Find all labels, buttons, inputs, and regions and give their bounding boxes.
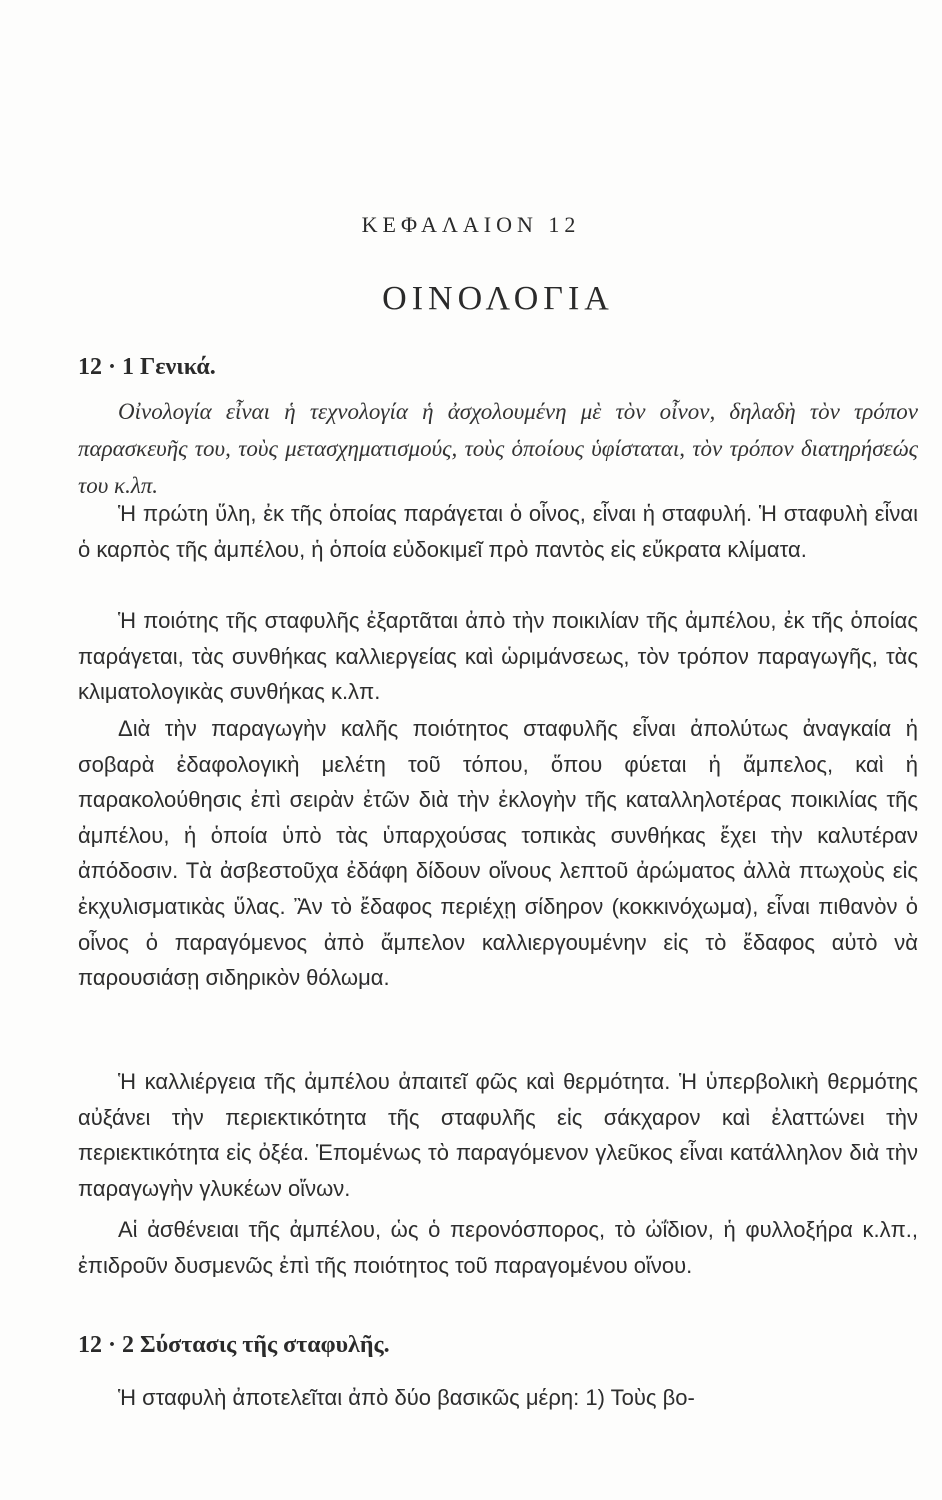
paragraph-light-heat: Ἡ καλλιέργεια τῆς ἀμπέλου ἀπαιτεῖ φῶς καὶ θερμότητα. Ἡ ὑπερβολικὴ θερμότης αὐξάνει τὴν περιεκτικότητα τῆς σταφυλῆς εἰς σάκχαρον καὶ ἐλαττώνει τὴν περιεκτικότητα εἰς ὀξέα. Ἑπομένως τὸ παραγόμενον γλεῦκος εἶναι κατάλληλον διὰ τὴν παραγωγὴν γλυκέων οἴνων. bbox=[78, 1069, 918, 1201]
section-heading-general: 12 · 1 Γενικά. bbox=[78, 354, 216, 380]
paragraph-composition-start: Ἡ σταφυλὴ ἀποτελεῖται ἀπὸ δύο βασικῶς μέρη: 1) Τοὺς βο- bbox=[118, 1385, 695, 1410]
paragraph-soil-study: Διὰ τὴν παραγωγὴν καλῆς ποιότητος σταφυλῆς εἶναι ἀπολύτως ἀναγκαία ἡ σοβαρὰ ἐδαφολογικὴ μελέτη τοῦ τόπου, ὅπου φύεται ἡ ἄμπελος, καὶ ἡ παρακολούθησις ἐπὶ σειρὰν ἐτῶν διὰ τὴν ἐκλογὴν τῆς καταλληλοτέρας ποικιλίας τῆς ἀμπέλου, ἡ ὁποία ὑπὸ τὰς ὑπαρχούσας τοπικὰς συνθήκας ἔχει τὴν καλυτέραν ἀπόδοσιν. Τὰ ἀσβεστοῦχα ἐδάφη δίδουν οἴνους λεπτοῦ ἀρώματος ἀλλὰ πτωχοὺς εἰς ἐκχυλισματικὰς ὕλας. Ἂν τὸ ἔδαφος περιέχῃ σίδηρον (κοκκινόχωμα), εἶναι πιθανὸν ὁ οἶνος ὁ παραγόμενος ἀπὸ ἄμπελον καλλιεργουμένην εἰς τὸ ἔδαφος αὐτὸ νὰ παρουσιάσῃ σιδηρικὸν θόλωμα. bbox=[78, 716, 918, 991]
paragraph-definition: Οἰνολογία εἶναι ἡ τεχνολογία ἡ ἀσχολουμένη μὲ τὸν οἶνον, δηλαδὴ τὸν τρόπον παρασκευῆς του, τοὺς μετασχηματισμούς, τοὺς ὁποίους ὑφίσταται, τὸν τρόπον διατηρήσεώς του κ.λπ. bbox=[78, 399, 918, 498]
paragraph-diseases: Αἱ ἀσθένειαι τῆς ἀμπέλου, ὡς ὁ περονόσπορος, τὸ ὠΐδιον, ἡ φυλλοξήρα κ.λπ., ἐπιδροῦν δυσμενῶς ἐπὶ τῆς ποιότητος τοῦ παραγομένου οἴνου. bbox=[78, 1217, 918, 1278]
chapter-title: ΟΙΝΟΛΟΓΙΑ bbox=[382, 280, 614, 317]
paragraph-raw-material: Ἡ πρώτη ὕλη, ἐκ τῆς ὁποίας παράγεται ὁ οἶνος, εἶναι ἡ σταφυλή. Ἡ σταφυλὴ εἶναι ὁ καρπὸς τῆς ἀμπέλου, ἡ ὁποία εὐδοκιμεῖ πρὸ παντὸς εἰς εὔκρατα κλίματα. bbox=[78, 501, 918, 562]
section-heading-composition: 12 · 2 Σύστασις τῆς σταφυλῆς. bbox=[78, 1332, 390, 1358]
chapter-label: ΚΕΦΑΛΑΙΟΝ 12 bbox=[361, 212, 581, 237]
paragraph-grape-quality: Ἡ ποιότης τῆς σταφυλῆς ἐξαρτᾶται ἀπὸ τὴν ποικιλίαν τῆς ἀμπέλου, ἐκ τῆς ὁποίας παράγεται, τὰς συνθήκας καλλιεργείας καὶ ὡριμάνσεως, τὸν τρόπον παραγωγῆς, τὰς κλιματολογικὰς συνθήκας κ.λπ. bbox=[78, 608, 918, 705]
